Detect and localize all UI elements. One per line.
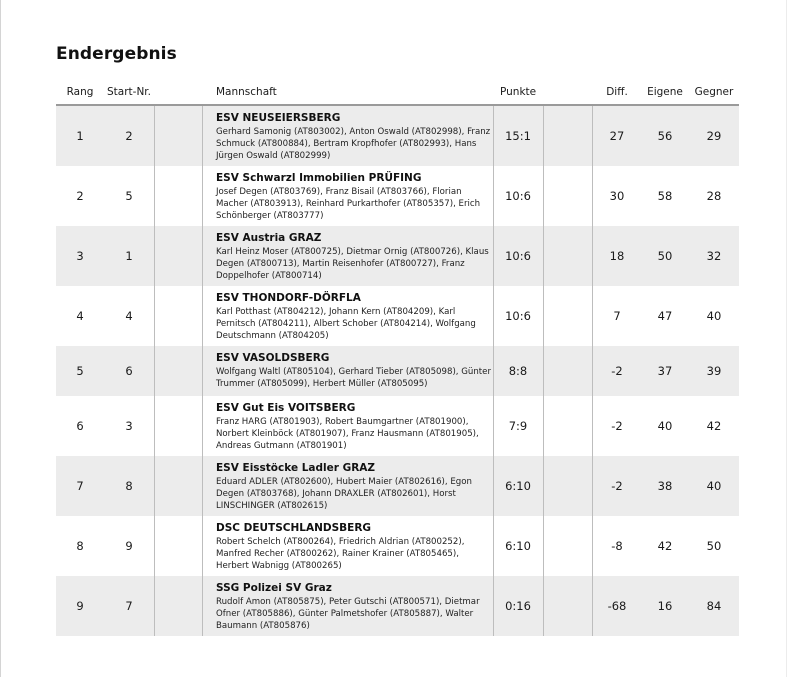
table-row bbox=[56, 456, 739, 516]
table-row bbox=[56, 396, 739, 456]
team-cell bbox=[216, 292, 492, 342]
page-edge-left bbox=[0, 0, 1, 677]
table-row bbox=[56, 346, 739, 396]
table-row bbox=[56, 576, 739, 636]
rang-cell: 4 bbox=[76, 309, 84, 323]
gegner-cell: 50 bbox=[706, 539, 722, 553]
rang-cell: 3 bbox=[76, 249, 84, 263]
rang-cell: 6 bbox=[76, 419, 84, 433]
start-nr-cell: 3 bbox=[125, 419, 133, 433]
team-players: Wolfgang Waltl (AT805104), Gerhard Tieber (AT805098), Günter Trummer (AT805099), Herbert Müller (AT805095) bbox=[216, 367, 491, 389]
team-players: Franz HARG (AT801903), Robert Baumgartner (AT801900), Norbert Kleinböck (AT801907), Franz Hausmann (AT801905), Andreas Gutmann (AT801901) bbox=[216, 417, 479, 451]
page-title: Endergebnis bbox=[56, 44, 177, 64]
eigene-cell: 42 bbox=[657, 539, 673, 553]
diff-cell: -2 bbox=[611, 479, 623, 493]
table-row bbox=[56, 166, 739, 226]
start-nr-cell: 8 bbox=[125, 479, 133, 493]
table-header bbox=[56, 82, 739, 106]
rang-cell: 5 bbox=[76, 364, 84, 378]
punkte-cell: 10:6 bbox=[505, 309, 531, 323]
team-name: DSC DEUTSCHLANDSBERG bbox=[216, 522, 372, 534]
rang-cell: 9 bbox=[76, 599, 84, 613]
start-nr-cell: 7 bbox=[125, 599, 133, 613]
team-name: ESV NEUSEIERSBERG bbox=[216, 112, 341, 124]
start-nr-cell: 4 bbox=[125, 309, 133, 323]
team-players: Eduard ADLER (AT802600), Hubert Maier (AT802616), Egon Degen (AT803768), Johann DRAXLER (AT802601), Horst LINSCHINGER (AT802615) bbox=[216, 477, 472, 511]
punkte-cell: 6:10 bbox=[505, 479, 531, 493]
gegner-cell: 29 bbox=[706, 129, 722, 143]
gegner-cell: 40 bbox=[706, 309, 722, 323]
punkte-cell: 15:1 bbox=[505, 129, 531, 143]
diff-cell: 18 bbox=[609, 249, 625, 263]
table-row bbox=[56, 106, 739, 166]
eigene-cell: 56 bbox=[657, 129, 673, 143]
eigene-cell: 37 bbox=[657, 364, 673, 378]
header-start-nr: Start-Nr. bbox=[107, 86, 151, 98]
gegner-cell: 42 bbox=[706, 419, 722, 433]
diff-cell: 27 bbox=[609, 129, 625, 143]
team-cell bbox=[216, 112, 492, 162]
gegner-cell: 84 bbox=[706, 599, 722, 613]
team-cell bbox=[216, 352, 492, 390]
team-players: Rudolf Amon (AT805875), Peter Gutschi (AT800571), Dietmar Ofner (AT805886), Günter Palmetshofer (AT805887), Walter Baumann (AT805876) bbox=[216, 597, 480, 631]
team-players: Robert Schelch (AT800264), Friedrich Aldrian (AT800252), Manfred Recher (AT800262), Rainer Krainer (AT805465), Herbert Wabnigg (AT800265) bbox=[216, 537, 465, 571]
start-nr-cell: 2 bbox=[125, 129, 133, 143]
punkte-cell: 7:9 bbox=[508, 419, 528, 433]
table-row bbox=[56, 226, 739, 286]
header-punkte: Punkte bbox=[500, 86, 537, 98]
team-name: ESV Austria GRAZ bbox=[216, 232, 322, 244]
team-players: Karl Potthast (AT804212), Johann Kern (AT804209), Karl Pernitsch (AT804211), Albert Schober (AT804214), Wolfgang Deutschmann (AT804205) bbox=[216, 307, 476, 341]
diff-cell: -2 bbox=[611, 419, 623, 433]
start-nr-cell: 5 bbox=[125, 189, 133, 203]
diff-cell: -8 bbox=[611, 539, 623, 553]
team-name: SSG Polizei SV Graz bbox=[216, 582, 332, 594]
team-cell bbox=[216, 582, 492, 632]
punkte-cell: 10:6 bbox=[505, 189, 531, 203]
team-name: ESV Gut Eis VOITSBERG bbox=[216, 402, 356, 414]
results-table bbox=[56, 106, 739, 636]
eigene-cell: 47 bbox=[657, 309, 673, 323]
team-name: ESV THONDORF-DÖRFLA bbox=[216, 292, 361, 304]
start-nr-cell: 6 bbox=[125, 364, 133, 378]
team-players: Karl Heinz Moser (AT800725), Dietmar Ornig (AT800726), Klaus Degen (AT800713), Martin Reisenhofer (AT800727), Franz Doppelhofer (AT800714) bbox=[216, 247, 489, 281]
team-cell bbox=[216, 402, 492, 452]
gegner-cell: 32 bbox=[706, 249, 722, 263]
punkte-cell: 6:10 bbox=[505, 539, 531, 553]
header-eigene: Eigene bbox=[647, 86, 683, 98]
header-rang: Rang bbox=[66, 86, 94, 98]
eigene-cell: 40 bbox=[657, 419, 673, 433]
team-name: ESV Eisstöcke Ladler GRAZ bbox=[216, 462, 376, 474]
gegner-cell: 28 bbox=[706, 189, 722, 203]
rang-cell: 1 bbox=[76, 129, 84, 143]
team-players: Gerhard Samonig (AT803002), Anton Oswald (AT802998), Franz Schmuck (AT800884), Bertram Kropfhofer (AT802993), Hans Jürgen Oswald (AT802999) bbox=[216, 127, 491, 161]
team-name: ESV Schwarzl Immobilien PRÜFING bbox=[216, 172, 422, 184]
punkte-cell: 10:6 bbox=[505, 249, 531, 263]
header-diff: Diff. bbox=[606, 86, 628, 98]
eigene-cell: 50 bbox=[657, 249, 673, 263]
team-cell bbox=[216, 232, 492, 282]
start-nr-cell: 1 bbox=[125, 249, 133, 263]
diff-cell: -68 bbox=[607, 599, 627, 613]
start-nr-cell: 9 bbox=[125, 539, 133, 553]
eigene-cell: 58 bbox=[657, 189, 673, 203]
team-name: ESV VASOLDSBERG bbox=[216, 352, 330, 364]
punkte-cell: 0:16 bbox=[505, 599, 531, 613]
gegner-cell: 39 bbox=[706, 364, 722, 378]
diff-cell: 30 bbox=[609, 189, 625, 203]
header-mannschaft: Mannschaft bbox=[216, 86, 277, 98]
diff-cell: 7 bbox=[613, 309, 621, 323]
eigene-cell: 16 bbox=[657, 599, 673, 613]
table-row bbox=[56, 286, 739, 346]
table-row bbox=[56, 516, 739, 576]
team-players: Josef Degen (AT803769), Franz Bisail (AT803766), Florian Macher (AT803913), Reinhard Purkarthofer (AT805357), Erich Schönberger (AT803777) bbox=[216, 187, 481, 221]
rang-cell: 7 bbox=[76, 479, 84, 493]
team-cell bbox=[216, 462, 492, 512]
header-gegner: Gegner bbox=[694, 86, 734, 98]
rang-cell: 8 bbox=[76, 539, 84, 553]
punkte-cell: 8:8 bbox=[508, 364, 528, 378]
diff-cell: -2 bbox=[611, 364, 623, 378]
eigene-cell: 38 bbox=[657, 479, 673, 493]
team-cell bbox=[216, 522, 492, 572]
gegner-cell: 40 bbox=[706, 479, 722, 493]
team-cell bbox=[216, 172, 492, 222]
rang-cell: 2 bbox=[76, 189, 84, 203]
